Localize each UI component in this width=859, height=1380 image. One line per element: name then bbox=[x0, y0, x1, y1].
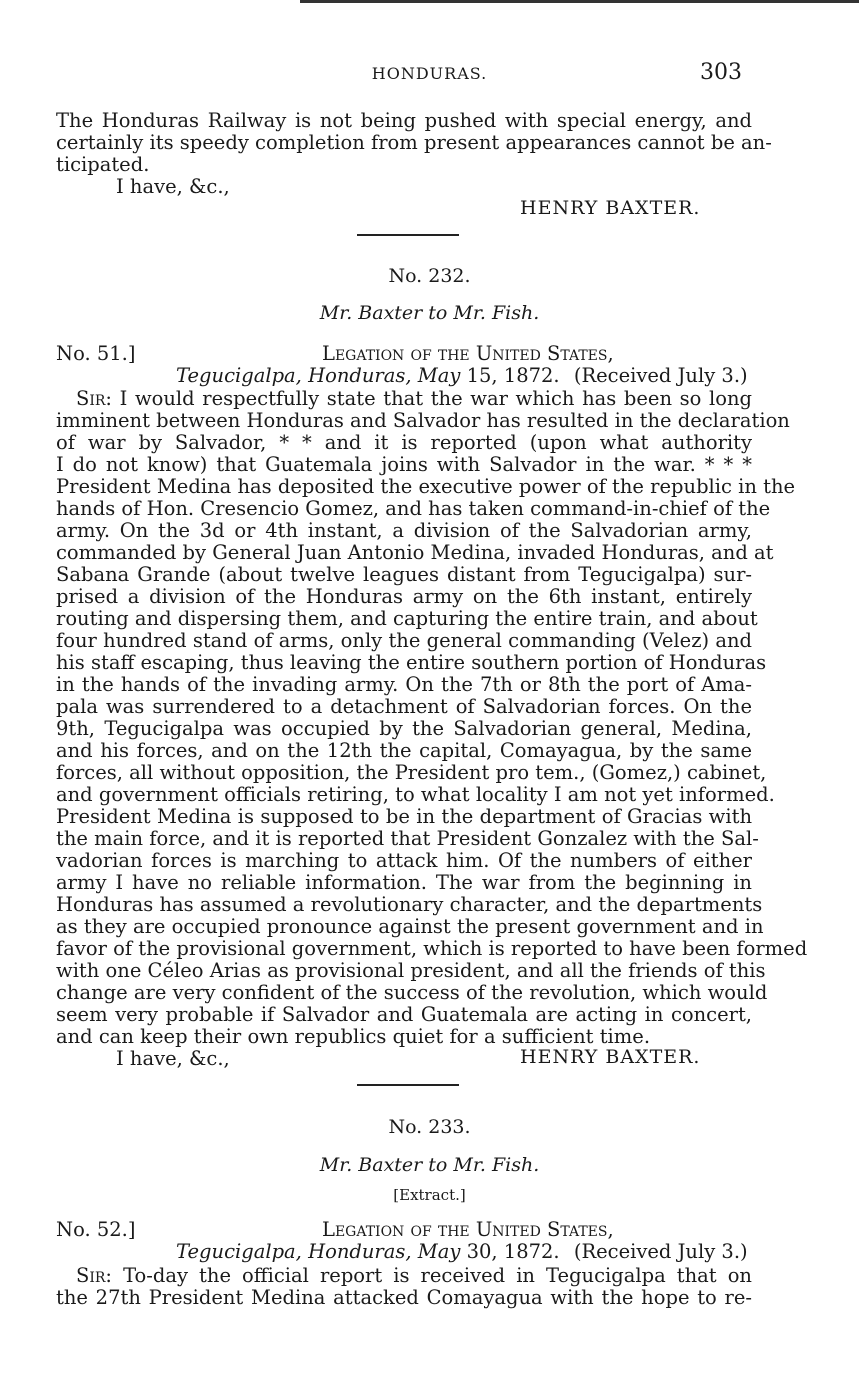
body-line: imminent between Honduras and Salvador has resulted in the declaration bbox=[56, 409, 790, 432]
body-line: four hundred stand of arms, only the general commanding (Velez) and bbox=[56, 629, 752, 652]
body-text: I would respectfully state that the war which has been so long bbox=[119, 387, 752, 410]
body-line: prised a division of the Honduras army on the 6th instant, entirely bbox=[56, 585, 752, 608]
dispatch-number: No. 52.] bbox=[56, 1218, 136, 1241]
extract-note: [Extract.] bbox=[393, 1186, 466, 1204]
body-line: seem very probable if Salvador and Guatemala are acting in concert, bbox=[56, 1003, 752, 1026]
dateline-date: 15, 1872. bbox=[466, 364, 560, 387]
salutation: Sir: bbox=[76, 1264, 112, 1287]
body-line: I do not know) that Guatemala joins with Salvador in the war. * * * bbox=[56, 453, 752, 476]
body-line: army I have no reliable information. The war from the beginning in bbox=[56, 871, 752, 894]
body-line: favor of the provisional government, which is reported to have been formed bbox=[56, 937, 808, 960]
dispatch-number: No. 51.] bbox=[56, 342, 136, 365]
page-number: 303 bbox=[700, 60, 742, 85]
body-line: and can keep their own republics quiet for a sufficient time. bbox=[56, 1025, 651, 1048]
body-line: and government officials retiring, to what locality I am not yet informed. bbox=[56, 783, 775, 806]
body-line: his staff escaping, thus leaving the entire southern portion of Honduras bbox=[56, 651, 767, 674]
document-number: No. 233. bbox=[388, 1116, 471, 1138]
body-line: vadorian forces is marching to attack him. Of the numbers of either bbox=[56, 849, 752, 872]
body-text: To-day the official report is received in Tegucigalpa that on bbox=[123, 1264, 752, 1287]
body-line: with one Céleo Arias as provisional president, and all the friends of this bbox=[56, 959, 766, 982]
closing-text: I have, &c., bbox=[116, 1047, 230, 1070]
dateline bbox=[176, 1240, 748, 1263]
document-heading: Mr. Baxter to Mr. Fish. bbox=[319, 302, 540, 324]
body-line: hands of Hon. Cresencio Gomez, and has taken command-in-chief of the bbox=[56, 497, 771, 520]
intro-line: certainly its speedy completion from present appearances cannot be an- bbox=[56, 131, 772, 154]
received-note: (Received July 3.) bbox=[573, 1240, 748, 1263]
top-edge-rule bbox=[300, 0, 859, 3]
legation-line: Legation of the United States, bbox=[322, 1218, 614, 1241]
document-number: No. 232. bbox=[388, 265, 471, 287]
dateline-date: 30, 1872. bbox=[466, 1240, 560, 1263]
body-line: President Medina is supposed to be in the department of Gracias with bbox=[56, 805, 752, 828]
body-line: the main force, and it is reported that President Gonzalez with the Sal- bbox=[56, 827, 759, 850]
body-line: forces, all without opposition, the President pro tem., (Gomez,) cabinet, bbox=[56, 761, 767, 784]
body-line: as they are occupied pronounce against the present government and in bbox=[56, 915, 764, 938]
body-line: commanded by General Juan Antonio Medina, invaded Honduras, and at bbox=[56, 541, 774, 564]
legation-line: Legation of the United States, bbox=[322, 342, 614, 365]
running-header: HONDURAS. bbox=[371, 64, 488, 83]
signature: HENRY BAXTER. bbox=[520, 197, 701, 219]
received-note: (Received July 3.) bbox=[573, 364, 748, 387]
section-divider bbox=[357, 1084, 459, 1086]
intro-line: The Honduras Railway is not being pushed with special energy, and bbox=[56, 109, 752, 132]
body-line: army. On the 3d or 4th instant, a division of the Salvadorian army, bbox=[56, 519, 752, 542]
body-line bbox=[76, 1265, 752, 1287]
body-line: in the hands of the invading army. On the 7th or 8th the port of Ama- bbox=[56, 673, 752, 696]
body-line: of war by Salvador, * * and it is reported (upon what authority bbox=[56, 431, 752, 454]
document-heading: Mr. Baxter to Mr. Fish. bbox=[319, 1154, 540, 1176]
dateline bbox=[176, 364, 748, 387]
body-line: President Medina has deposited the executive power of the republic in the bbox=[56, 475, 796, 498]
salutation: Sir: bbox=[76, 387, 112, 410]
body-line: change are very confident of the success of the revolution, which would bbox=[56, 981, 768, 1004]
body-line: 9th, Tegucigalpa was occupied by the Salvadorian general, Medina, bbox=[56, 717, 752, 740]
body-line bbox=[76, 388, 752, 410]
body-line: routing and dispersing them, and capturing the entire train, and about bbox=[56, 607, 758, 630]
closing-text: I have, &c., bbox=[116, 175, 230, 198]
body-line: Sabana Grande (about twelve leagues distant from Tegucigalpa) sur- bbox=[56, 563, 752, 586]
signature: HENRY BAXTER. bbox=[520, 1046, 701, 1068]
section-divider bbox=[357, 234, 459, 236]
body-line: Honduras has assumed a revolutionary character, and the departments bbox=[56, 893, 763, 916]
dateline-place: Tegucigalpa, Honduras, May bbox=[176, 1240, 461, 1263]
dateline-place: Tegucigalpa, Honduras, May bbox=[176, 364, 461, 387]
body-line: and his forces, and on the 12th the capital, Comayagua, by the same bbox=[56, 739, 752, 762]
body-line: pala was surrendered to a detachment of Salvadorian forces. On the bbox=[56, 695, 752, 718]
intro-line: ticipated. bbox=[56, 153, 150, 176]
body-line: the 27th President Medina attacked Comayagua with the hope to re- bbox=[56, 1286, 752, 1309]
